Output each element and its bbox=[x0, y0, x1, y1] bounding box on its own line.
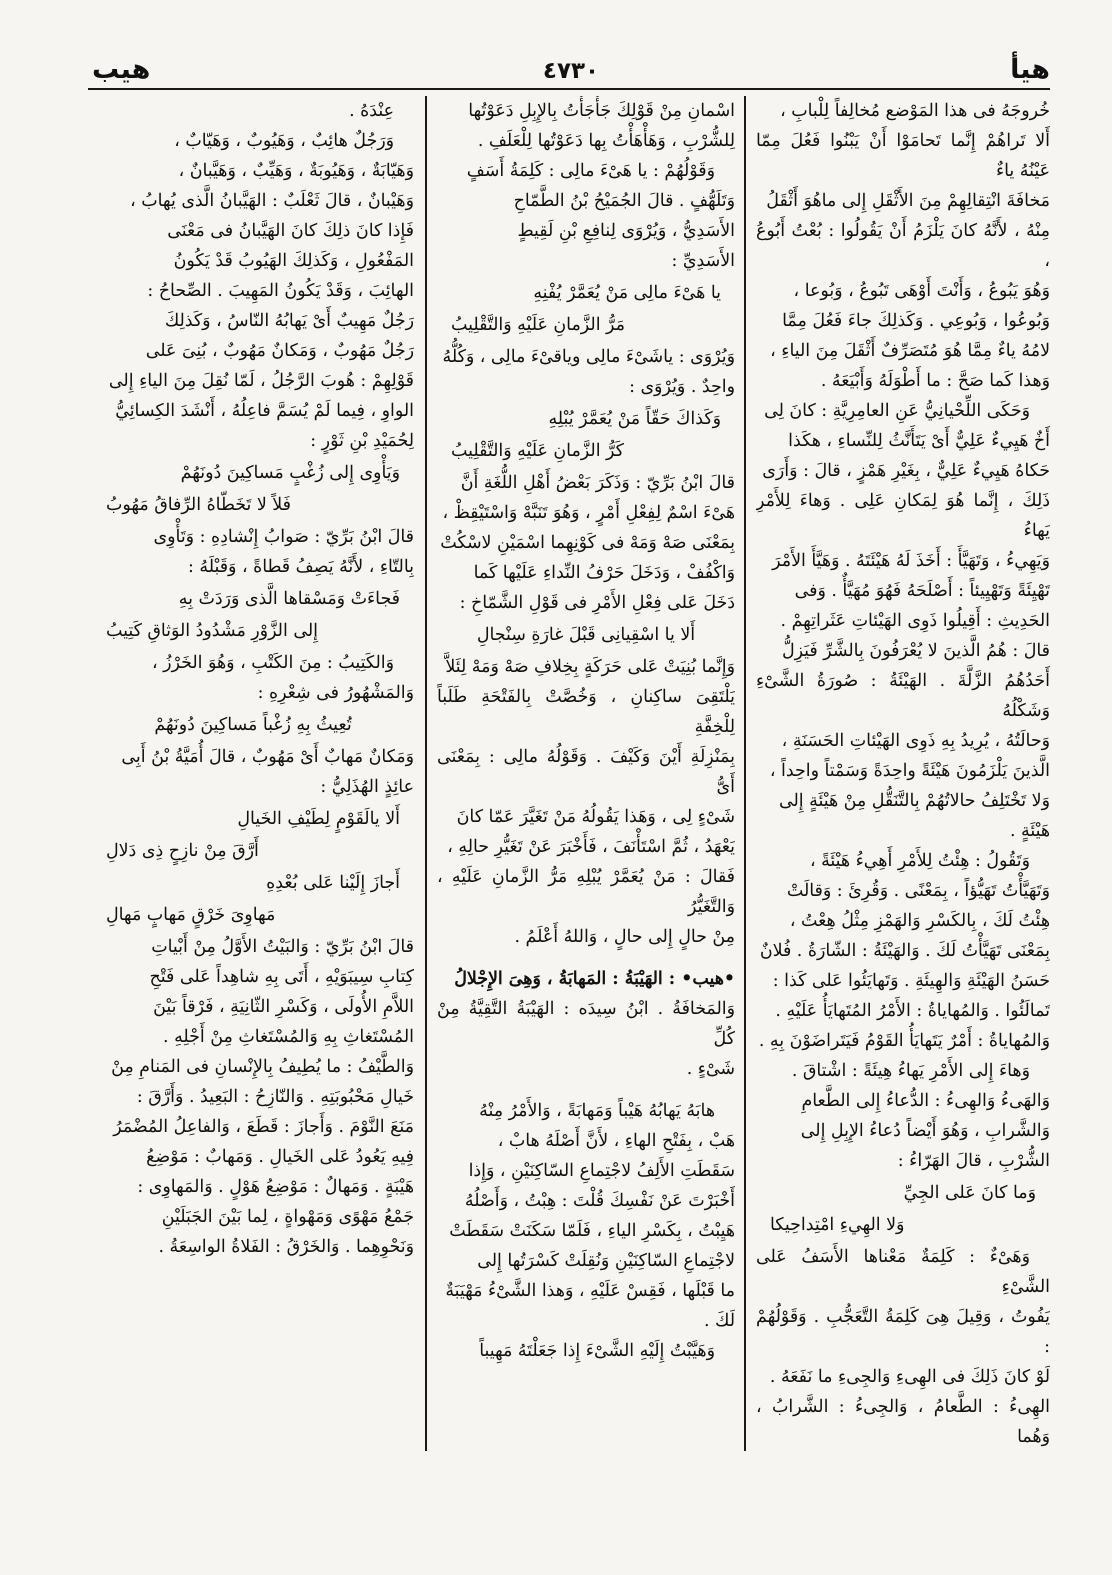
text-line: وَاكْفُفْ ، وَدَخَلَ حَرْفُ النِّداءِ عَلَيْها كَما bbox=[473, 563, 735, 583]
text-line: الواوِ ، فِيما لَمْ يُسَمَّ فاعِلُهُ ، أَنْشَدَ الكِسائِيُّ bbox=[115, 401, 414, 421]
text-line: اللاَّمِ الأُولَى ، وَكَسْرِ الثّانِيَةِ ، فَرْقاً بَيْنَ bbox=[153, 997, 414, 1017]
text-line: الأَسَدِيُّ ، وَيُرْوَى لِنافِعِ بْنِ لَقِيطٍ bbox=[517, 221, 735, 241]
text-column-middle bbox=[437, 96, 735, 1451]
text-line: وَالطَّيْفُ : ما يُطِيفُ بِالإِنْسانِ فى المَنامِ مِنْ bbox=[111, 1057, 414, 1077]
text-line: قَوْلِهِمْ : هُوبَ الرَّجُلُ ، لَمّا نُقِلَ مِنَ الياءِ إِلى bbox=[108, 371, 414, 391]
text-line: وَإِنَّما بُنِيَتْ عَلى حَرَكَةٍ بِخِلافِ صَهْ وَمَهْ لِئَلاَّ bbox=[445, 657, 735, 677]
text-line: يَعْهَدُ ، ثُمَّ اسْتَأْنَفَ ، فَأَخْبَرَ عَنْ تَغَيُّرِ حالِهِ ، bbox=[447, 837, 735, 857]
text-line: لَوْ كانَ ذَلِكَ فى الهِىءِ وَالجِىءِ ما نَفَعَهُ . bbox=[769, 1367, 1050, 1387]
text-line: وَهَيْبانٌ ، قالَ ثَعْلَبٌ : الهَيَّبانُ الَّذى يُهابُ ، bbox=[130, 191, 414, 211]
text-line: أَخْبَرْتَ عَنْ نَفْسِكَ قُلْتَ : هِبْتُ ، وَأَصْلُهُ bbox=[464, 1191, 735, 1211]
text-line: أَخٌ هَيِيءٌ عَلِيٌّ أَىْ يَتَأَنَّثُ لِلنِّساءِ ، هكَذا bbox=[788, 431, 1050, 451]
column-divider bbox=[744, 96, 746, 1451]
header-first-word: هيأ bbox=[1010, 54, 1050, 85]
text-line: سَقَطَتِ الأَلِفُ لاجْتِماعِ السّاكِنَيْنِ ، وَإِذا bbox=[468, 1161, 735, 1181]
text-line: وَحالَتُهُ ، يُرِيدُ بِهِ ذَوِى الهَيْئاتِ الحَسَنَةِ ، bbox=[781, 731, 1050, 751]
text-line: المَفْعُولِ ، وَكَذلِكَ الهَيُوبُ قَدْ يَكُونُ bbox=[173, 251, 414, 271]
text-line: أَحَدُهُمُ الزَّلَّةَ . الهَيْئَةُ : صُورَةُ الشَّىْءِ وَشَكْلُهُ bbox=[756, 671, 1050, 721]
verse-line: فَلاً لا تَخَطّاهُ الرِّفاقُ مَهُوبُ bbox=[106, 495, 291, 515]
text-line: هَبْ ، بِفَتْحِ الهاءِ ، لأَنَّ أَصْلَهُ هابْ ، bbox=[497, 1131, 735, 1151]
text-line: كِتابِ سِيبَوَيْهِ ، أَتَى بِهِ شاهِداً عَلى فَتْحِ bbox=[149, 967, 414, 987]
verse-line: أَلا يا اسْقِيانِى قَبْلَ غارَةِ سِنْجالِ bbox=[476, 625, 696, 645]
page-header bbox=[92, 44, 1050, 84]
text-line: اسْمانِ مِنْ قَوْلِكَ جَأْجَأْتُ بِالإِبِلِ دَعَوْتُها bbox=[468, 101, 735, 121]
text-line: وَيَهِيءُ ، وَتَهَيَّأَ : أَخَذَ لَهُ هَيْئَتَهُ . وَهَيَّأَ الأَمْرَ bbox=[772, 551, 1050, 571]
text-line: وَيُرْوَى : ياشَىْءَ مالِى وياقىْءَ مالِى ، وَكُلُّهُ bbox=[442, 347, 735, 367]
text-line: قالَ : هُمُ الَّذينَ لا يُعْرَفُونَ بِالشَّرِّ فَيَزِلُّ bbox=[781, 641, 1050, 661]
text-line: وَهاءَ إِلى الأَمْرِ يَهاءُ هِيئَةً : اشْتاقَ . bbox=[791, 1061, 1030, 1081]
text-line: تَمالَئُوا . وَالمُهاياةُ : الأَمْرُ المُتَهايَأُ عَلَيْهِ . bbox=[775, 1001, 1050, 1021]
text-line: قالَ ابْنُ بَرِّيّ : صَوابُ إِنْشادِهِ : وَتَأْوِى bbox=[153, 527, 414, 547]
text-line: وَهَيَّبْتُ إِلَيْهِ الشَّىْءَ إِذا جَعَلْتَهُ مَهِيباً bbox=[479, 1341, 715, 1361]
text-column-right bbox=[756, 96, 1050, 1451]
text-line: وَهَىْءٌ : كَلِمَةٌ مَعْناها الأَسَفُ عَلى الشَّىْءِ bbox=[756, 1247, 1050, 1297]
text-line: هَيْبَةٍ . وَمَهالٌ : مَوْضِعُ هَوْلٍ . وَالمَهاوِى : bbox=[137, 1177, 414, 1197]
verse-line: وَما كانَ عَلى الجِيِّ bbox=[903, 1183, 1036, 1203]
page-number: ٤٧٣٠ bbox=[542, 58, 600, 84]
text-line: لاجْتِماعِ السّاكِنَيْنِ وَنُقِلَتْ كَسْرَتُها إِلى bbox=[477, 1251, 735, 1271]
text-line: بِمَعْنَى تَهَيَّأْتُ لَكَ . وَالهَيْئَةُ : الشّارَةُ . فُلانٌ bbox=[759, 941, 1050, 961]
column-divider bbox=[425, 96, 427, 1451]
text-line: خَيالِ مَحْبُوبَتِهِ . وَالنّازِحُ : البَعِيدُ . وَأَرَّقَ : bbox=[136, 1087, 414, 1107]
text-line: وَبُوعُوا ، وَبُوعِي . وَكَذلِكَ جاءَ فَعُلَ مِمَّا bbox=[782, 311, 1050, 331]
text-line: هِئْتُ لَكَ ، بِالكَسْرِ وَالهَمْزِ مِثْلُ هِعْتُ ، bbox=[789, 911, 1050, 931]
header-last-word: هيب bbox=[92, 54, 151, 85]
header-rule bbox=[88, 88, 1050, 90]
text-line: وَنَحْوِهِما . وَالخَرْقُ : الفَلاةُ الواسِعَةُ . bbox=[158, 1237, 414, 1257]
text-line: وَتَهَيَّأْتُ تَهَيُّؤاً ، بِمَعْنًى . وَقُرِئَ : وَقالَتْ bbox=[786, 881, 1050, 901]
entry-headword-line: •هيب• : الهَيْبَةُ : المَهابَةُ ، وَهِىَ الإِجْلالُ bbox=[454, 969, 735, 989]
text-line: الشُّرْبِ ، قالَ الهَرّاءُ : bbox=[897, 1151, 1050, 1171]
text-line: جَمْعُ مَهْوًى وَمَهْواةٍ ، لِما بَيْنَ الجَبَلَيْنِ bbox=[161, 1207, 414, 1227]
text-line: قالَ ابْنُ بَرِّيّ : وَذَكَرَ بَعْضُ أَهْلِ اللُّغَةِ أَنَّ bbox=[460, 473, 735, 493]
text-line: وَهُوَ يَبُوعُ ، وَأَنْتَ أَوْهَى تَبُوعُ ، وَبُوعا ، bbox=[793, 281, 1050, 301]
verse-line: مَرُّ الزَّمانِ عَلَيْهِ وَالتَّقْلِيبُ bbox=[451, 315, 625, 335]
verse-line: مَهاوِىَ خَرْقٍ مَهابٍ مَهالِ bbox=[106, 905, 276, 925]
text-line: تَهْيِئَةً وَتَهْيِيئاً : أَصْلَحَهُ فَهُوَ مُهَيَّأٌ . وَفى bbox=[794, 581, 1050, 601]
text-line: الحَدِيثِ : أَقِيلُوا ذَوِى الهَيْئاتِ عَثَراتِهِمْ . bbox=[780, 611, 1050, 631]
text-line: وَحَكَى اللِّحْيانِيُّ عَنِ العامِرِيَّةِ : كانَ لِى bbox=[764, 401, 1030, 421]
text-line: عِنْدَهُ . bbox=[349, 101, 394, 121]
text-line: واحِدٌ . وَيُرْوَى : bbox=[629, 377, 735, 397]
text-line: ما قَبْلَها ، فَقِسْ عَلَيْهِ ، وَهذا الشَّىْءُ مَهْيَبَةٌ bbox=[445, 1281, 735, 1301]
text-line: الأَسَدِيِّ : bbox=[671, 251, 735, 271]
text-line: أَلا تَراهُمْ إِنَّما تَحامَوْا أَنْ يَبْنُوا فَعُلَ مِمّا عَيْنُهُ ياءٌ bbox=[756, 131, 1050, 181]
text-line: فَإِذا كانَ ذلِكَ كانَ الهَيَّبانُ فى مَعْنَى bbox=[167, 221, 414, 241]
text-line: حَسَنُ الهَيْئَةِ وَالهِيئَةِ . وَتَهايَئُوا عَلى كَذا : bbox=[772, 971, 1050, 991]
verse-line: أَجازَ إِلَيْنا عَلى بُعْدِهِ bbox=[266, 873, 400, 893]
verse-line: فَجاءَتْ وَمَسْقاها الَّذى وَرَدَتْ بِهِ bbox=[178, 589, 400, 609]
text-line: دَخَلَ عَلى فِعْلِ الأَمْرِ فى قَوْلِ الشَّمّاخِ : bbox=[459, 593, 735, 613]
text-line: وَتَلَهُّفٍ . قالَ الجُمَيْحُ بْنُ الطَّمّاحِ bbox=[513, 191, 735, 211]
text-line: وَتَقُولُ : هِئْتُ لِلأَمْرِ أَهِيءُ هَيْئَةً ، bbox=[809, 851, 1030, 871]
text-line: وَالشَّرابِ ، وَهُوَ أَيْضاً دُعاءُ الإِبِلِ إِلى bbox=[800, 1121, 1050, 1141]
text-line: مِنْ حالٍ إِلى حالٍ ، وَاللهُ أَعْلَمُ . bbox=[514, 927, 735, 947]
text-line: مَنَعَ النَّوْمَ . وَأَجازَ : قَطَعَ ، وَالفاعِلُ المُضْمَرُ bbox=[113, 1117, 414, 1137]
text-line: قالَ ابْنُ بَرِّيّ : وَالبَيْتُ الأَوَّلُ مِنْ أَبْياتِ bbox=[151, 937, 414, 957]
text-line: هَىْءَ اسْمٌ لِفِعْلِ أَمْرٍ ، وَهُوَ تَنَبَّهْ وَاسْتَيْقِظْ ، bbox=[442, 503, 735, 523]
verse-line: أَلا يالَقَوْمٍ لِطَيْفِ الخَيالِ bbox=[237, 809, 400, 829]
text-line: وَهذا كَما صَحَّ : ما أَطْوَلَهُ وَأَبْيَعَهُ . bbox=[820, 371, 1050, 391]
text-line: الهِىءُ : الطَّعامُ ، وَالجِىءُ : الشَّرابُ ، وَهُما bbox=[756, 1397, 1050, 1447]
text-line: لِلشُّرْبِ ، وَهَأْهَأْتُ بِها دَعَوْتُها لِلْعَلَفِ . bbox=[477, 131, 735, 151]
text-line: يَلْتَقِىَ ساكِنانِ ، وَخُصَّتْ بِالفَتْحَةِ طَلَباً لِلْخِفَّةِ bbox=[437, 687, 735, 737]
text-line: ذَلِكَ ، إِنَّما هُوَ لِمَكانِ عَلِى . وَهاءَ لِلأَمْرِ يَهاءُ bbox=[756, 491, 1050, 541]
text-line: هَيِبْتُ ، بِكَسْرِ الياءِ ، فَلَمّا سَكَنَتْ سَقَطَتْ bbox=[449, 1221, 735, 1241]
text-line: بِمَعْنَى صَهْ وَمَهْ فى كَوْنِهِما اسْمَيْنِ لاسْكُتْ bbox=[440, 533, 735, 553]
verse-line: كَرُّ الزَّمانِ عَلَيْهِ وَالتَّقْلِيبُ bbox=[451, 441, 624, 461]
text-line: وَرَجُلٌ هائِبٌ ، وَهَيُوبٌ ، وَهَيّابٌ ، bbox=[174, 131, 394, 151]
verse-line: وَلا الهِيءِ امْتِداحِيكا bbox=[770, 1215, 905, 1235]
text-line: وَمَكانٌ مَهابٌ أَىْ مَهُوبٌ ، قالَ أُمَيَّةُ بْنُ أَبِى bbox=[121, 747, 414, 767]
verse-line: وَكَذاكَ حَقّاً مَنْ يُعَمَّرْ يُبْلِهِ bbox=[548, 409, 721, 429]
text-line: مَخافَةَ انْتِقالِهِمْ مِنَ الأَثْقَلِ إِلى ماهُوَ أَثْقَلُ bbox=[766, 191, 1050, 211]
text-line: وَالمَخافَةُ . ابْنُ سِيدَه : الهَيْبَةُ التَّقِيَّةُ مِنْ كُلِّ bbox=[437, 999, 735, 1049]
text-line: مِنْهُ ، لأَنَّهُ كانَ يَلْزَمُ أَنْ يَقُولُوا : بُعْتُ أَبُوعُ ، bbox=[756, 221, 1050, 271]
text-line: لامُهُ ياءٌ مِمَّا هُوَ مُتَصَرِّفٌ أَثْقَلَ مِنَ الياءِ ، bbox=[770, 341, 1050, 361]
text-line: فَقالَ : مَنْ يُعَمَّرْ يُبْلِهِ مَرُّ الزَّمانِ عَلَيْهِ ، وَالتَّغَيُّرُ bbox=[437, 867, 735, 917]
text-line: عائِذٍ الهُذَلِيُّ : bbox=[320, 777, 414, 797]
text-line: يَفُوتُ ، وَقِيلَ هِىَ كَلِمَةُ التَّعَجُّبِ . وَقَوْلُهُمْ : bbox=[756, 1307, 1050, 1357]
text-line: وَقَوْلُهُمْ : يا هَىْءَ مالِى : كَلِمَةُ أَسَفٍ bbox=[466, 161, 715, 181]
text-line: فِيهِ يَعُودُ عَلى الخَيالِ . وَمَهابٌ : مَوْضِعُ bbox=[146, 1147, 414, 1167]
text-line: المُسْتَغاثِ بِهِ وَالمُسْتَغاثِ مِنْ أَجْلِهِ . bbox=[163, 1027, 414, 1047]
verse-line: تُعِيثُ بِهِ زُغْباً مَساكِينَ دُونَهُمْ bbox=[154, 715, 352, 735]
text-line: وَالهَىءُ وَالهِىءُ : الدُّعاءُ إِلى الطَّعامِ bbox=[801, 1091, 1050, 1111]
text-line: وَالكَتِيبُ : مِنَ الكَتْبِ ، وَهُوَ الخَرْزُ ، bbox=[152, 653, 394, 673]
verse-line: إِلى الزَّوْرِ مَشْدُودُ الوَثاقِ كَتِيبُ bbox=[106, 621, 318, 641]
text-line: لَكَ . bbox=[703, 1311, 735, 1331]
text-line: وَهَيّابَةٌ ، وَهَيُوبَةٌ ، وَهَيِّبٌ ، وَهَيَّبانٌ ، bbox=[178, 161, 414, 181]
text-line: وَالمُهاياةُ : أَمْرٌ يَتَهايَأُ القَوْمُ فَيَتَراضَوْنَ بِهِ . bbox=[758, 1031, 1050, 1051]
text-line: الَّذينَ يَلْزَمُونَ هَيْئَةً واحِدَةً وَسَمْتاً واحِداً ، bbox=[769, 761, 1050, 781]
verse-line: يا هَىْءَ مالِى مَنْ يُعَمَّرْ يُفْنِهِ bbox=[533, 283, 721, 303]
text-line: الهائِبَ ، وَقَدْ يَكُونُ المَهِيبَ . الصِّحاحُ : bbox=[147, 281, 414, 301]
text-line: شَىْءٍ . bbox=[686, 1059, 735, 1079]
text-line: وَالمَشْهُورُ فى شِعْرِهِ : bbox=[257, 683, 414, 703]
text-line: هَيْئَةٍ . bbox=[1009, 821, 1050, 841]
text-line: رَجُلٌ مَهِيبٌ أَىْ يَهابُهُ النّاسُ ، وَكَذلِكَ bbox=[164, 311, 414, 331]
verse-line: أَرَّقَ مِنْ نازِحٍ ذِى دَلالِ bbox=[106, 841, 259, 861]
text-line: حَكاهُ هَيِيءٌ عَلِيٌّ ، بِغَيْرِ هَمْزٍ ، قالَ : وَأَرَى bbox=[762, 461, 1050, 481]
text-line: وَلا تَخْتَلِفُ حالاتُهُمْ بِالتَّنَقُّلِ مِنْ هَيْئَةٍ إِلى bbox=[778, 791, 1050, 811]
text-line: لِحُمَيْدِ بْنِ ثَوْرٍ : bbox=[310, 431, 414, 451]
text-line: شَىْءٍ لِى ، وَهَذا يَقُولُهُ مَنْ تَغَيَّرَ عَمّا كانَ bbox=[456, 807, 735, 827]
verse-line: وَيَأْوِى إِلى زُغْبٍ مَساكِينَ دُونَهُمْ bbox=[180, 463, 400, 483]
text-line: رَجُلٌ مَهُوبٌ ، وَمَكانٌ مَهُوبٌ ، بُنِىَ عَلى bbox=[145, 341, 414, 361]
text-line: هابَهُ يَهابُهُ هَيْباً وَمَهابَةً ، وَالأَمْرُ مِنْهُ bbox=[479, 1101, 715, 1121]
text-line: خُروجَهُ فى هذا المَوْضع مُخالِفاً لِلْبابِ ، bbox=[780, 101, 1050, 121]
text-line: بِمَنْزِلَةِ أَيْنَ وَكَيْفَ . وَقَوْلُهُ مالِى : بِمَعْنَى أَىُّ bbox=[437, 747, 735, 797]
text-column-left bbox=[92, 96, 414, 1451]
text-line: بِالتّاءِ ، لأَنَّهُ يَصِفُ قَطاةً ، وَقَبْلَهُ : bbox=[188, 557, 414, 577]
